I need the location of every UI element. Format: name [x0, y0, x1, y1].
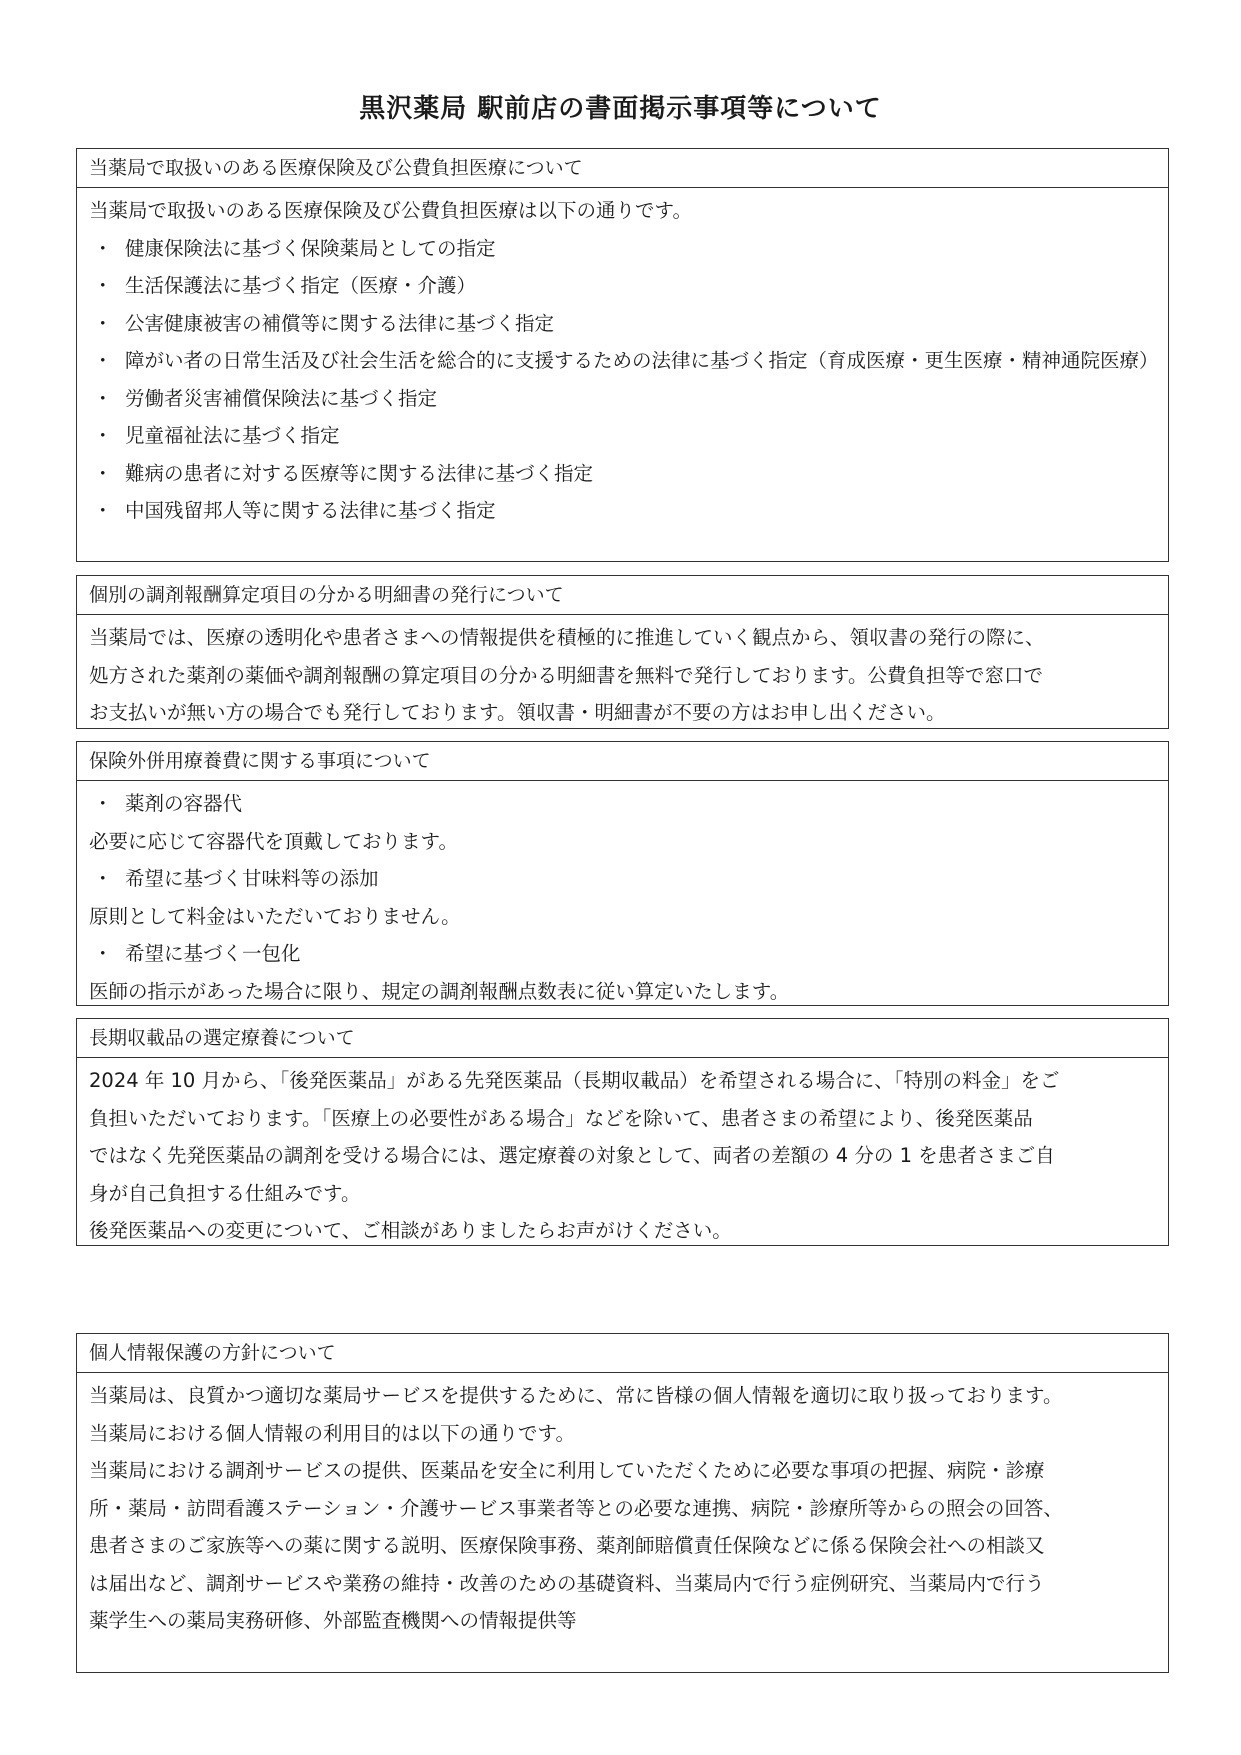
body-line: 負担いただいております。「医療上の必要性がある場合」などを除いて、患者さまの希望により、後発医薬品 — [89, 1106, 1033, 1130]
body-line: 当薬局における個人情報の利用目的は以下の通りです。 — [89, 1421, 575, 1445]
bullet-mark: ・ — [93, 867, 113, 890]
list-item: ・ 健康保険法に基づく保険薬局としての指定 — [89, 230, 1158, 268]
section-long-listed — [76, 1018, 1169, 1246]
body-line: 後発医薬品への変更について、ご相談がありましたらお声がけください。 — [89, 1219, 732, 1242]
bullet-mark: ・ — [93, 236, 113, 260]
list-item: ・ 難病の患者に対する医療等に関する法律に基づく指定 — [89, 455, 1158, 493]
section-header: 個別の調剤報酬算定項目の分かる明細書の発行について — [77, 576, 1168, 615]
list-item: ・ 児童福祉法に基づく指定 — [89, 417, 1158, 455]
section-header: 保険外併用療養費に関する事項について — [77, 742, 1168, 781]
section-body — [77, 188, 1168, 530]
section-insurance — [76, 148, 1169, 562]
list-item: ・ 中国残留邦人等に関する法律に基づく指定 — [89, 492, 1158, 530]
bullet-mark: ・ — [93, 274, 113, 297]
page-title: 黒沢薬局 駅前店の書面掲示事項等について — [359, 94, 882, 124]
body-line: は届出など、調剤サービスや業務の維持・改善のための基礎資料、当薬局内で行う症例研究、当薬局内で行う — [89, 1571, 1045, 1595]
body-line: お支払いが無い方の場合でも発行しております。領収書・明細書が不要の方はお申し出ください。 — [89, 701, 946, 724]
bullet-mark: ・ — [93, 386, 113, 410]
section-body — [77, 781, 1168, 1010]
body-line: 当薬局における調剤サービスの提供、医薬品を安全に利用していただくために必要な事項の把握、病院・診療 — [89, 1459, 1045, 1482]
section-receipt — [76, 575, 1169, 729]
bullet-mark: ・ — [93, 942, 113, 965]
body-line: 必要に応じて容器代を頂戴しております。 — [89, 829, 458, 853]
section-privacy — [76, 1333, 1169, 1673]
body-line: 所・薬局・訪問看護ステーション・介護サービス事業者等との必要な連携、病院・診療所等からの照会の回答、 — [89, 1496, 1063, 1520]
section-body — [77, 1373, 1168, 1640]
body-line: 当薬局は、良質かつ適切な薬局サービスを提供するために、常に皆様の個人情報を適切に取り扱っております。 — [89, 1384, 1063, 1407]
section-header: 当薬局で取扱いのある医療保険及び公費負担医療について — [77, 149, 1168, 188]
list-item: ・ 薬剤の容器代 — [89, 785, 1158, 823]
section-header: 個人情報保護の方針について — [77, 1334, 1168, 1373]
section-extra-cost — [76, 741, 1169, 1006]
bullet-mark: ・ — [93, 499, 113, 522]
list-item: ・ 生活保護法に基づく指定（医療・介護） — [89, 267, 1158, 305]
body-line: 患者さまのご家族等への薬に関する説明、医療保険事務、薬剤師賠償責任保険などに係る保険会社への相談又 — [89, 1534, 1045, 1557]
list-item: ・ 公害健康被害の補償等に関する法律に基づく指定 — [89, 305, 1158, 343]
body-line: 原則として料金はいただいておりません。 — [89, 904, 461, 928]
bullet-mark: ・ — [93, 424, 113, 447]
body-line: 処方された薬剤の薬価や調剤報酬の算定項目の分かる明細書を無料で発行しております。公費負担等で窓口で — [89, 663, 1043, 687]
intro-text: 当薬局で取扱いのある医療保険及び公費負担医療は以下の通りです。 — [89, 199, 692, 222]
list-item: ・ 労働者災害補償保険法に基づく指定 — [89, 380, 1158, 418]
body-line: 2024 年 10 月から、「後発医薬品」がある先発医薬品（長期収載品）を希望される場合に、「特別の料金」をご — [89, 1069, 1060, 1092]
body-line: ではなく先発医薬品の調剤を受ける場合には、選定療養の対象として、両者の差額の 4 分の 1 を患者さまご自 — [89, 1144, 1055, 1167]
bullet-mark: ・ — [93, 792, 113, 815]
bullet-mark: ・ — [93, 349, 113, 372]
bullet-mark: ・ — [93, 461, 113, 485]
list-item: ・ 障がい者の日常生活及び社会生活を総合的に支援するための法律に基づく指定（育成医療・更生医療・精神通院医療） — [89, 342, 1158, 380]
body-line: 身が自己負担する仕組みです。 — [89, 1181, 361, 1205]
list-item: ・ 希望に基づく甘味料等の添加 — [89, 860, 1158, 898]
body-line: 医師の指示があった場合に限り、規定の調剤報酬点数表に従い算定いたします。 — [89, 979, 790, 1003]
section-body — [77, 615, 1168, 732]
bullet-mark: ・ — [93, 311, 113, 335]
section-header: 長期収載品の選定療養について — [77, 1019, 1168, 1058]
list-item: ・ 希望に基づく一包化 — [89, 935, 1158, 973]
section-body — [77, 1058, 1168, 1250]
body-line: 薬学生への薬局実務研修、外部監査機関への情報提供等 — [89, 1609, 577, 1632]
body-line: 当薬局では、医療の透明化や患者さまへの情報提供を積極的に推進していく観点から、領収書の発行の際に、 — [89, 626, 1045, 649]
